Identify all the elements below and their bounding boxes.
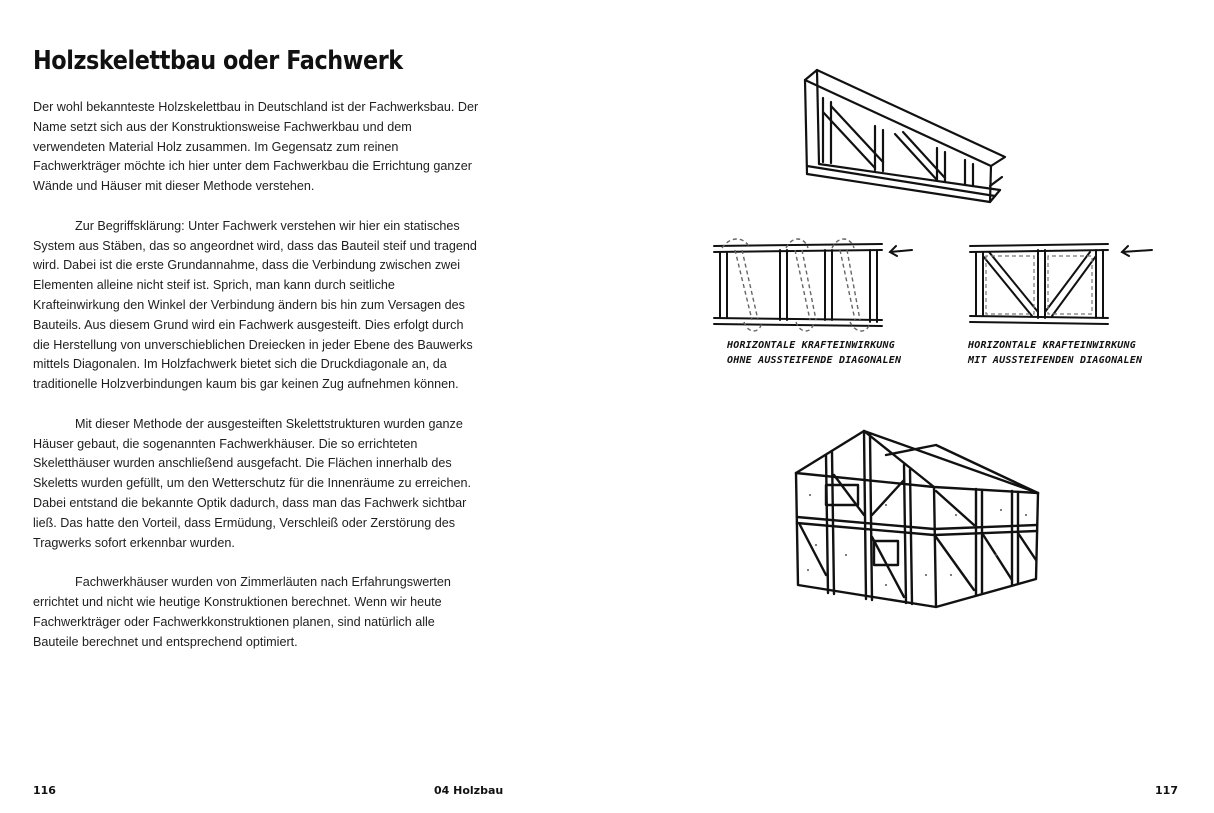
paragraph: Zur Begriffsklärung: Unter Fachwerk verstehen wir hier ein statisches System aus Stäben, das so angeordnet wird, dass das Bauteil steif und tragend wird. Dabei ist die erste Grundannahme, dass die Verbindung zwischen zwei Elementen alleine nicht steif ist. Sprich, man kann durch seitliche Krafteinwirkung den Winkel der Verbindung ändern bis hin zum Versagen des Bauteils. Aus diesem Grund wird ein Fachwerk ausgesteift. Dies erfolgt durch die Herstellung von unverschieblichen Dreiecken in jeder Ebene des Bauwerks mittels Diagonalen. Im Holzfachwerk bietet sich die Druckdiagonale an, da traditionelle Holzverbindungen kaum bis gar keinen Zug aufnehmen können.	[33, 218, 477, 392]
paragraph: Fachwerkhäuser wurden von Zimmerläuten nach Erfahrungswerten errichtet und nicht wie heutige Konstruktionen berechnet. Wenn wir heute Fachwerkträger oder Fachwerkkonstruktionen planen, sind natürlich alle Bauteile berechnet und entsprechend optimiert.	[33, 575, 451, 649]
half-timbered-house-sketch	[786, 425, 1048, 610]
paragraph: Mit dieser Methode der ausgesteiften Skelettstrukturen wurden ganze Häuser gebaut, die sogenannten Fachwerkhäuser. Die so errichteten Skeletthäuser wurden anschließend ausgefacht. Die Flächen innerhalb des Skeletts wurden gefüllt, um den Wetterschutz für die Innenräume zu erreichen. Dabei entstand die bekannte Optik dadurch, dass man das Fachwerk sichtbar ließ. Das hatte den Vorteil, dass Ermüdung, Verschleiß oder Zerstörung des Tragwerks sofort erkennbar wurden.	[33, 416, 471, 550]
page-number-right: 117	[1155, 784, 1178, 797]
caption-with-diagonals	[968, 338, 1142, 368]
caption-line: OHNE AUSSTEIFENDE DIAGONALEN	[727, 355, 902, 366]
paragraph: Der wohl bekannteste Holzskelettbau in Deutschland ist der Fachwerksbau. Der Name setzt sich aus der Konstruktionsweise Fachwerkbau und dem verwendeten Material Holz zusammen. Im Gegensatz zum reinen Fachwerkträger möchte ich hier unter dem Fachwerkbau die Errichtung ganzer Wände und Häuser mit dieser Methode verstehen.	[33, 100, 479, 194]
caption-line: HORIZONTALE KRAFTEINWIRKUNG	[968, 340, 1136, 351]
body-text	[33, 98, 481, 672]
caption-without-diagonals	[727, 338, 901, 368]
page-title: Holzskelettbau oder Fachwerk	[33, 46, 403, 76]
truss-beam-sketch	[795, 62, 1010, 210]
frame-with-diagonals-sketch	[962, 236, 1157, 336]
frame-without-diagonals-sketch	[700, 236, 915, 336]
page-number-left: 116	[33, 784, 56, 797]
caption-line: HORIZONTALE KRAFTEINWIRKUNG	[727, 340, 895, 351]
caption-line: MIT AUSSTEIFENDEN DIAGONALEN	[968, 355, 1143, 366]
chapter-label: 04 Holzbau	[434, 784, 504, 797]
